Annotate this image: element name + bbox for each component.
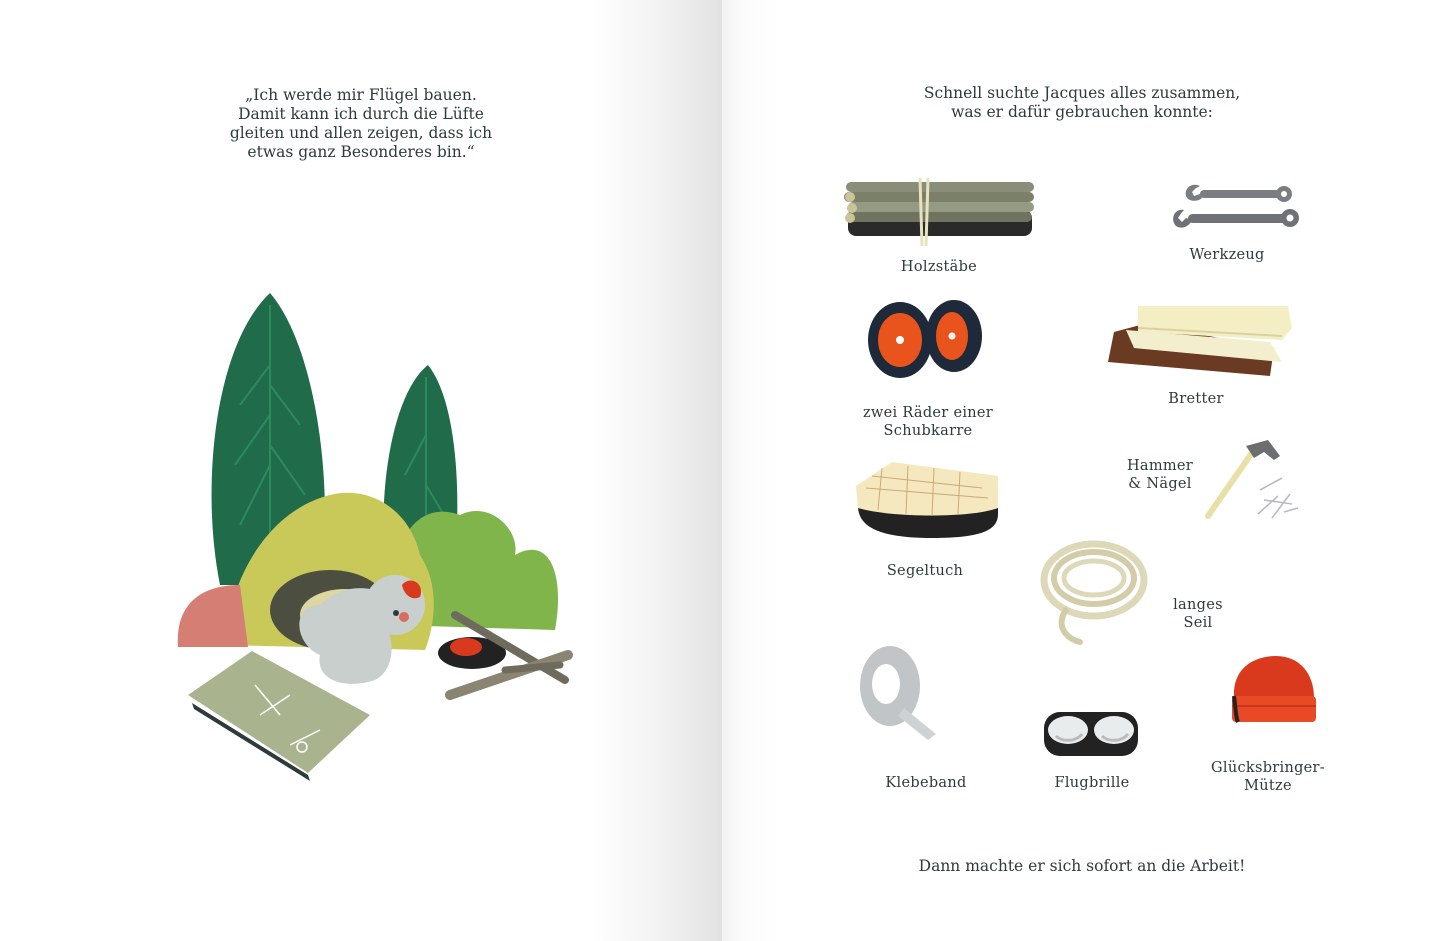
label-seil bbox=[1138, 597, 1258, 632]
label-line: langes bbox=[1173, 597, 1223, 613]
label-line: Glücksbringer- bbox=[1211, 760, 1325, 776]
quote-line: Damit kann ich durch die Lüfte bbox=[238, 105, 484, 123]
tape-roll-illustration bbox=[858, 642, 948, 742]
red-beanie-illustration bbox=[1226, 652, 1321, 732]
label-bretter: Bretter bbox=[1168, 391, 1224, 407]
label-line: Mütze bbox=[1244, 777, 1292, 794]
hammer-nails-illustration bbox=[1202, 438, 1302, 533]
quote-line: gleiten und allen zeigen, dass ich bbox=[229, 124, 493, 142]
label-line: Hammer bbox=[1126, 458, 1194, 474]
goggles-illustration bbox=[1042, 706, 1140, 762]
label-line: Seil bbox=[1183, 614, 1213, 631]
boards-illustration bbox=[1104, 300, 1294, 380]
wooden-sticks-illustration bbox=[840, 172, 1040, 252]
label-raeder bbox=[853, 405, 1003, 440]
quote-line: etwas ganz Besonderes bin.“ bbox=[247, 143, 475, 161]
label-line: & Nägel bbox=[1128, 475, 1192, 492]
left-page bbox=[0, 0, 722, 941]
label-klebeband: Klebeband bbox=[885, 775, 967, 791]
squirrel-scene-illustration bbox=[170, 285, 590, 785]
sailcloth-illustration bbox=[852, 458, 1002, 543]
quote-line: „Ich werde mir Flügel bauen. bbox=[245, 86, 477, 104]
label-segeltuch: Segeltuch bbox=[886, 563, 964, 579]
label-line: zwei Räder einer bbox=[862, 405, 994, 421]
label-flugbrille: Flugbrille bbox=[1054, 775, 1130, 791]
closing-text: Dann machte er sich sofort an die Arbeit! bbox=[918, 857, 1246, 875]
label-muetze bbox=[1188, 760, 1348, 795]
rope-illustration bbox=[1036, 534, 1151, 649]
wheelbarrow-wheels-illustration bbox=[866, 298, 986, 383]
right-page bbox=[722, 0, 1445, 941]
label-holzstaebe: Holzstäbe bbox=[900, 259, 978, 275]
heading-line: Schnell suchte Jacques alles zusammen, bbox=[923, 84, 1241, 102]
wrench-tools-illustration bbox=[1170, 180, 1305, 235]
heading-line: was er dafür gebrauchen konnte: bbox=[951, 103, 1213, 121]
label-line: Schubkarre bbox=[883, 422, 973, 439]
label-werkzeug: Werkzeug bbox=[1189, 247, 1265, 263]
quote-text bbox=[200, 86, 522, 162]
heading-text bbox=[892, 84, 1272, 122]
